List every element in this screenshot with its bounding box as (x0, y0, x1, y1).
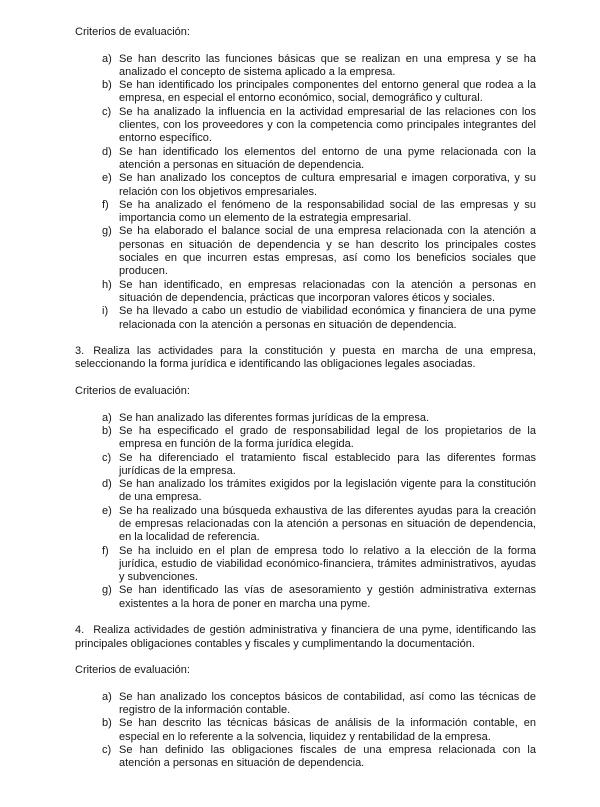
criteria-item (75, 505, 536, 545)
criteria-item (75, 717, 536, 744)
item-text: Se han analizado los trámites exigidos por la legislación vigente para la constitución de una empresa. (119, 478, 536, 504)
item-letter: f) (102, 198, 109, 211)
item-text: Se ha elaborado el balance social de una empresa relacionada con la atención a personas en situación de dependencia y se han descrito los principales costes sociales en que incurren estas empresas, así como los beneficios sociales que producen. (119, 225, 536, 278)
item-text: Se han identificado los elementos del entorno de una pyme relacionada con la atención a personas en situación de dependencia. (119, 145, 536, 171)
criteria-item (75, 584, 536, 611)
item-letter: f) (102, 544, 109, 557)
criteria-item (75, 305, 536, 332)
learning-outcome-4 (75, 624, 536, 651)
item-text: Se han definido las obligaciones fiscales de una empresa relacionada con la atención a personas en situación de dependencia. (119, 744, 536, 770)
item-text: Se ha diferenciado el tratamiento fiscal establecido para las diferentes formas jurídicas de la empresa. (119, 451, 536, 477)
item-text: Se ha especificado el grado de responsabilidad legal de los propietarios de la empresa en función de la forma jurídica elegida. (119, 424, 536, 451)
criteria-item (75, 199, 536, 226)
item-letter: d) (102, 478, 112, 491)
criteria-item (75, 452, 536, 479)
item-letter: d) (102, 145, 112, 158)
item-letter: a) (102, 411, 112, 424)
item-text: Se han identificado los principales componentes del entorno general que rodea a la empresa, en especial el entorno económico, social, demográfico y cultural. (119, 79, 536, 105)
item-text: Se ha realizado una búsqueda exhaustiva de las diferentes ayudas para la creación de empresas relacionadas con la atención a personas en situación de dependencia, en la localidad de referencia. (119, 504, 536, 544)
criteria-item (75, 279, 536, 306)
outcome-text: Realiza actividades de gestión administrativa y financiera de una pyme, identificando las principales obligaciones contables y fiscales y cumplimentando la documentación. (75, 624, 536, 650)
item-text: Se han descrito las funciones básicas que se realizan en una empresa y se ha analizado el concepto de sistema aplicado a la empresa. (119, 52, 536, 78)
item-text: Se han identificado, en empresas relacionadas con la atención a personas en situación de dependencia, prácticas que incorporan valores éticos y sociales. (119, 278, 536, 304)
item-letter: b) (102, 79, 112, 92)
criteria-item (75, 146, 536, 173)
outcome-text: Realiza las actividades para la constitución y puesta en marcha de una empresa, seleccionando la forma jurídica e identificando las obligaciones legales asociadas. (75, 345, 536, 371)
criteria-item (75, 691, 536, 718)
item-letter: h) (102, 278, 112, 291)
item-text: Se ha analizado la influencia en la actividad empresarial de las relaciones con los clientes, con los proveedores y con la competencia como principales integrantes del entorno específico. (119, 105, 536, 145)
item-text: Se han identificado las vías de asesoramiento y gestión administrativa externas existentes a la hora de poner en marcha una pyme. (119, 584, 536, 610)
criteria-item (75, 79, 536, 106)
item-text: Se han analizado las diferentes formas jurídicas de la empresa. (119, 411, 430, 424)
criteria-item (75, 225, 536, 278)
criteria-heading: Criterios de evaluación: (75, 26, 190, 38)
criteria-heading: Criterios de evaluación: (75, 385, 190, 398)
item-letter: b) (102, 717, 112, 730)
item-text: Se han analizado los conceptos de cultura empresarial e imagen corporativa, y su relación con los objetivos empresariales. (119, 172, 536, 198)
item-letter: g) (102, 225, 112, 238)
criteria-item (75, 53, 536, 80)
item-letter: e) (102, 172, 112, 185)
criteria-item (75, 106, 536, 146)
item-letter: e) (102, 504, 112, 517)
criteria-item (75, 478, 536, 505)
criteria-item (75, 545, 536, 585)
item-letter: c) (102, 744, 112, 757)
learning-outcome-3 (75, 345, 536, 372)
item-text: Se ha llevado a cabo un estudio de viabilidad económica y financiera de una pyme relacionada con la atención a personas en situación de dependencia. (119, 305, 536, 331)
item-letter: g) (102, 584, 112, 597)
item-letter: i) (102, 305, 109, 318)
item-text: Se han analizado los conceptos básicos de contabilidad, así como las técnicas de registro de la información contable. (119, 690, 536, 717)
item-text: Se han descrito las técnicas básicas de análisis de la información contable, en especial en lo referente a la solvencia, liquidez y rentabilidad de la empresa. (119, 717, 536, 743)
item-letter: a) (102, 52, 112, 65)
criteria-item (75, 412, 536, 425)
criteria-list-1 (75, 53, 536, 332)
criteria-item (75, 425, 536, 452)
item-letter: b) (102, 424, 112, 437)
item-text: Se ha incluido en el plan de empresa todo lo relativo a la elección de la forma jurídica, estudio de viabilidad económico-financiera, trámites administrativos, ayudas y subvenciones. (119, 544, 536, 584)
item-letter: a) (102, 690, 112, 703)
criteria-item (75, 744, 536, 771)
criteria-item (75, 172, 536, 199)
criteria-list-3 (75, 691, 536, 771)
outcome-number: 3. (75, 345, 85, 358)
item-letter: c) (102, 105, 112, 118)
item-text: Se ha analizado el fenómeno de la responsabilidad social de las empresas y su importancia como un elemento de la estrategia empresarial. (119, 198, 536, 225)
outcome-number: 4. (75, 624, 85, 637)
criteria-list-2 (75, 412, 536, 611)
item-letter: c) (102, 451, 112, 464)
criteria-heading: Criterios de evaluación: (75, 664, 190, 677)
